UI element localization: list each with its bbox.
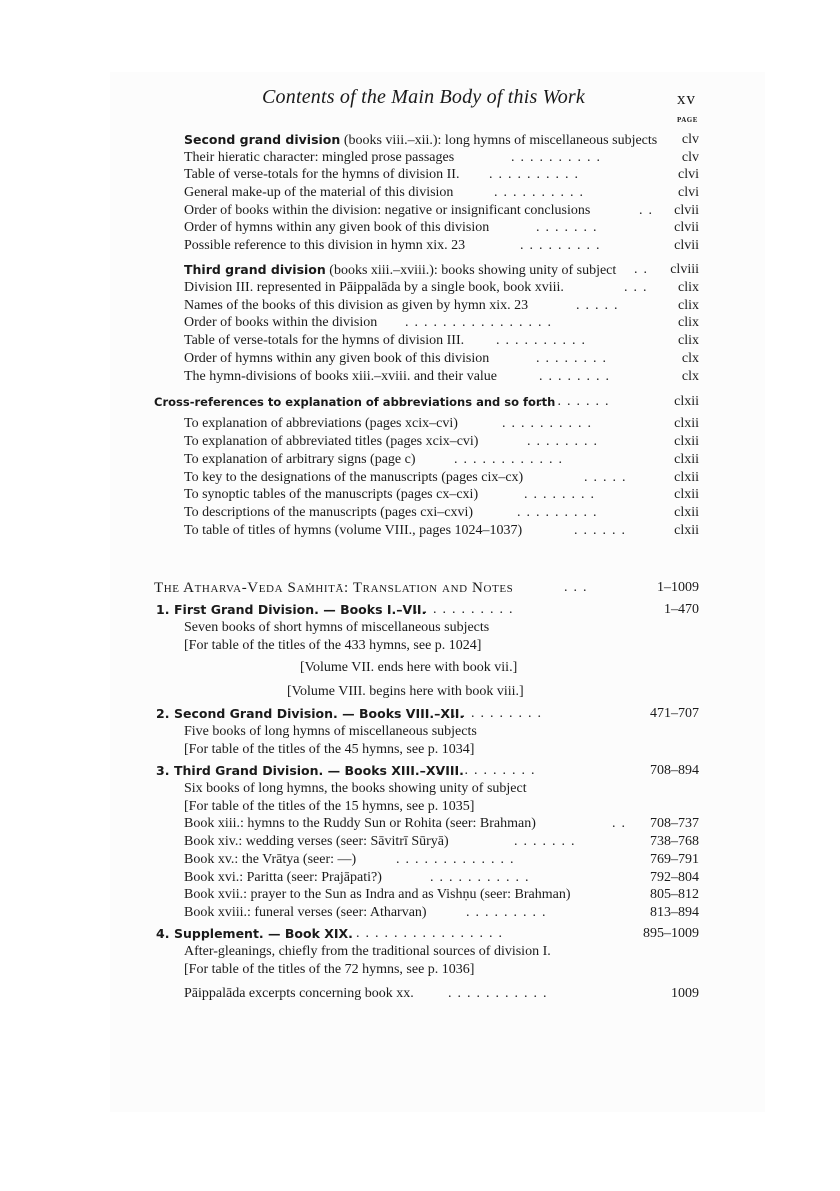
entry-page: clx — [681, 369, 699, 384]
leader-dots: ........... — [430, 870, 535, 885]
entry-page: clxii — [674, 487, 699, 502]
toc-entry-cross-references[interactable] — [154, 393, 699, 411]
toc-entry[interactable] — [184, 469, 699, 487]
leader-dots: .......... — [496, 333, 591, 348]
leader-dots: ... — [624, 280, 653, 295]
entry-text: General make-up of the material of this division — [184, 185, 454, 200]
leader-dots: ....... — [514, 834, 581, 849]
toc-book-entry[interactable] — [184, 904, 699, 922]
entry-page: 1–470 — [664, 602, 699, 617]
division-number: 4. — [156, 926, 170, 941]
toc-entry[interactable] — [184, 219, 699, 237]
entry-text: Order of hymns within any given book of this division — [184, 351, 490, 366]
entry-bold-lead: Supplement. — Book XIX. — [174, 926, 353, 941]
leader-dots: ........... — [436, 763, 541, 778]
entry-text: Book xiv.: wedding verses (seer: Sāvitrī Sūryā) — [184, 834, 449, 849]
toc-entry[interactable] — [184, 504, 699, 522]
entry-page: 805–812 — [650, 887, 699, 902]
leader-dots: ................ — [356, 926, 508, 941]
entry-page: clxii — [674, 434, 699, 449]
leader-dots: ......... — [517, 505, 603, 520]
entry-page: clvi — [678, 185, 699, 200]
leader-dots: .. — [639, 203, 658, 218]
entry-page: clix — [678, 333, 699, 348]
toc-book-entry[interactable] — [184, 869, 699, 887]
entry-page: clix — [678, 298, 699, 313]
toc-entry-third-grand-division[interactable] — [184, 261, 699, 279]
toc-entry-supplement[interactable] — [156, 925, 699, 943]
toc-entry[interactable] — [184, 202, 699, 220]
entry-page: clxii — [674, 394, 699, 409]
entry-text: Possible reference to this division in hymn xix. 23 — [184, 238, 466, 253]
entry-text: Book xiii.: hymns to the Ruddy Sun or Rohita (seer: Brahman) — [184, 816, 536, 831]
toc-entry[interactable] — [184, 332, 699, 350]
entry-bold-lead: First Grand Division. — Books I.–VII. — [174, 602, 427, 617]
toc-entry[interactable] — [184, 350, 699, 368]
leader-dots: .. — [612, 816, 631, 831]
toc-entry-first-grand-division[interactable] — [156, 601, 699, 619]
toc-entry[interactable] — [184, 415, 699, 433]
entry-text: Pāippalāda excerpts concerning book xx. — [184, 986, 414, 1001]
leader-dots: ........ — [527, 434, 603, 449]
entry-text: (books viii.–xii.): long hymns of miscellaneous subjects — [340, 133, 658, 148]
toc-entry[interactable] — [184, 486, 699, 504]
toc-entry-second-grand-division-main[interactable] — [156, 705, 699, 723]
entry-page: clvii — [674, 238, 699, 253]
entry-bold-lead: Second grand division — [184, 132, 341, 147]
entry-page: 895–1009 — [643, 926, 699, 941]
volume-note-begin: [Volume VIII. begins here with book viii.] — [287, 684, 524, 699]
leader-dots: ............. — [396, 852, 520, 867]
toc-entry[interactable] — [184, 237, 699, 255]
running-title: Contents of the Main Body of this Work — [262, 86, 585, 108]
entry-page: clix — [678, 280, 699, 295]
entry-page: clvii — [674, 203, 699, 218]
volume-note-end: [Volume VII. ends here with book vii.] — [300, 660, 518, 675]
entry-page: 769–791 — [650, 852, 699, 867]
leader-dots: ........... — [448, 986, 553, 1001]
entry-bold-lead: Third grand division — [184, 262, 326, 277]
division-number: 2. — [156, 706, 170, 721]
leader-dots: ............ — [454, 452, 568, 467]
leader-dots: ........ — [539, 369, 615, 384]
entry-text: To table of titles of hymns (volume VIII., pages 1024–1037) — [184, 523, 523, 538]
entry-bold-lead: Second Grand Division. — Books VIII.–XII. — [174, 706, 465, 721]
entry-page: clv — [681, 150, 699, 165]
division-table-reference[interactable]: [For table of the titles of the 72 hymns, see p. 1036] — [184, 962, 475, 977]
entry-page: clxii — [674, 523, 699, 538]
toc-heading-translation-and-notes[interactable] — [154, 578, 699, 598]
toc-entry-paippalada-excerpts[interactable] — [184, 985, 699, 1003]
toc-entry[interactable] — [184, 314, 699, 332]
entry-text: Names of the books of this division as given by hymn xix. 23 — [184, 298, 529, 313]
page-number: xv — [677, 89, 696, 108]
leader-dots: .......... — [489, 167, 584, 182]
toc-entry-second-grand-division[interactable] — [184, 131, 699, 149]
leader-dots: ...... — [574, 523, 631, 538]
entry-page: clviii — [670, 262, 699, 277]
entry-page: clxii — [674, 470, 699, 485]
entry-page: clv — [681, 132, 699, 147]
entry-page: clxii — [674, 505, 699, 520]
division-table-reference[interactable]: [For table of the titles of the 45 hymns, see p. 1034] — [184, 742, 475, 757]
entry-text: To descriptions of the manuscripts (pages cxi–cxvi) — [184, 505, 474, 520]
entry-text: To explanation of abbreviations (pages xcix–cvi) — [184, 416, 458, 431]
entry-page: clvi — [678, 167, 699, 182]
entry-bold-lead: Cross-references to explanation of abbreviations and so forth — [154, 395, 556, 409]
leader-dots: .......... — [502, 416, 597, 431]
entry-text: Division III. represented in Pāippalāda by a single book, book xviii. — [184, 280, 564, 295]
leader-dots: .......... — [494, 185, 589, 200]
entry-page: 708–737 — [650, 816, 699, 831]
entry-text: The hymn-divisions of books xiii.–xviii. and their value — [184, 369, 498, 384]
leader-dots: ........ — [524, 487, 600, 502]
toc-entry[interactable] — [184, 451, 699, 469]
toc-entry[interactable] — [184, 149, 699, 167]
entry-text: To explanation of abbreviated titles (pages xcix–cvi) — [184, 434, 479, 449]
leader-dots: ........... — [414, 602, 519, 617]
toc-entry-third-grand-division-main[interactable] — [156, 762, 699, 780]
leader-dots: ................ — [405, 315, 557, 330]
leader-dots: ..... — [576, 298, 624, 313]
leader-dots: ........ — [536, 351, 612, 366]
entry-text: Book xvi.: Paritta (seer: Prajāpati?) — [184, 870, 382, 885]
page-column-label: PAGE — [677, 116, 698, 124]
division-number: 3. — [156, 763, 170, 778]
toc-book-entry[interactable] — [184, 833, 699, 851]
leader-dots: .......... — [511, 150, 606, 165]
leader-dots: ..... — [584, 470, 632, 485]
entry-page: 708–894 — [650, 763, 699, 778]
leader-dots: ... — [564, 580, 593, 595]
division-table-reference[interactable]: [For table of the titles of the 15 hymns, see p. 1035] — [184, 799, 475, 814]
entry-page: 471–707 — [650, 706, 699, 721]
entry-page: 792–804 — [650, 870, 699, 885]
toc-entry[interactable] — [184, 522, 699, 540]
entry-text: Table of verse-totals for the hymns of division II. — [184, 167, 460, 182]
entry-text: To explanation of arbitrary signs (page c) — [184, 452, 416, 467]
entry-page: 1009 — [671, 986, 699, 1001]
division-description: Six books of long hymns, the books showing unity of subject — [184, 781, 527, 796]
entry-text: Table of verse-totals for the hymns of division III. — [184, 333, 465, 348]
entry-text: To synoptic tables of the manuscripts (pages cx–cxi) — [184, 487, 479, 502]
entry-text: Order of books within the division — [184, 315, 378, 330]
division-description: Seven books of short hymns of miscellaneous subjects — [184, 620, 490, 635]
toc-book-entry[interactable] — [184, 851, 699, 869]
toc-entry[interactable] — [184, 368, 699, 386]
entry-text: Book xvii.: prayer to the Sun as Indra and as Vishṇu (seer: Brahman) — [184, 887, 571, 902]
division-description: Five books of long hymns of miscellaneous subjects — [184, 724, 477, 739]
entry-text: Order of hymns within any given book of this division — [184, 220, 490, 235]
entry-page: 738–768 — [650, 834, 699, 849]
toc-entry[interactable] — [184, 279, 699, 297]
leader-dots: ......... — [520, 238, 606, 253]
entry-text: Book xviii.: funeral verses (seer: Atharvan) — [184, 905, 427, 920]
division-table-reference[interactable]: [For table of the titles of the 433 hymns, see p. 1024] — [184, 638, 482, 653]
entry-text: To key to the designations of the manuscripts (pages cix–cx) — [184, 470, 524, 485]
entry-text: (books xiii.–xviii.): books showing unity of subject — [325, 263, 617, 278]
leader-dots: .......... — [452, 706, 547, 721]
leader-dots: ......... — [466, 905, 552, 920]
toc-entry[interactable] — [184, 184, 699, 202]
leader-dots: ....... — [536, 220, 603, 235]
entry-page: clx — [681, 351, 699, 366]
entry-page: clvii — [674, 220, 699, 235]
toc-entry[interactable] — [184, 433, 699, 451]
entry-text: Order of books within the division: negative or insignificant conclusions — [184, 203, 591, 218]
leader-dots: ......... — [529, 394, 615, 409]
entry-page: clxii — [674, 452, 699, 467]
leader-dots: .. — [634, 262, 653, 277]
toc-entry[interactable] — [184, 297, 699, 315]
toc-book-entry[interactable] — [184, 886, 699, 904]
division-number: 1. — [156, 602, 170, 617]
entry-text: Their hieratic character: mingled prose passages — [184, 150, 455, 165]
entry-text: Book xv.: the Vrātya (seer: —) — [184, 852, 357, 867]
toc-entry[interactable] — [184, 166, 699, 184]
division-description: After-gleanings, chiefly from the traditional sources of division I. — [184, 944, 551, 959]
entry-page: 1–1009 — [657, 580, 699, 595]
entry-bold-lead: Third Grand Division. — Books XIII.–XVIII. — [174, 763, 464, 778]
entry-page: 813–894 — [650, 905, 699, 920]
entry-page: clix — [678, 315, 699, 330]
entry-page: clxii — [674, 416, 699, 431]
heading-text: The Atharva-Veda Saṁhitā: Translation and Notes — [154, 580, 514, 596]
toc-book-entry[interactable] — [184, 815, 699, 833]
